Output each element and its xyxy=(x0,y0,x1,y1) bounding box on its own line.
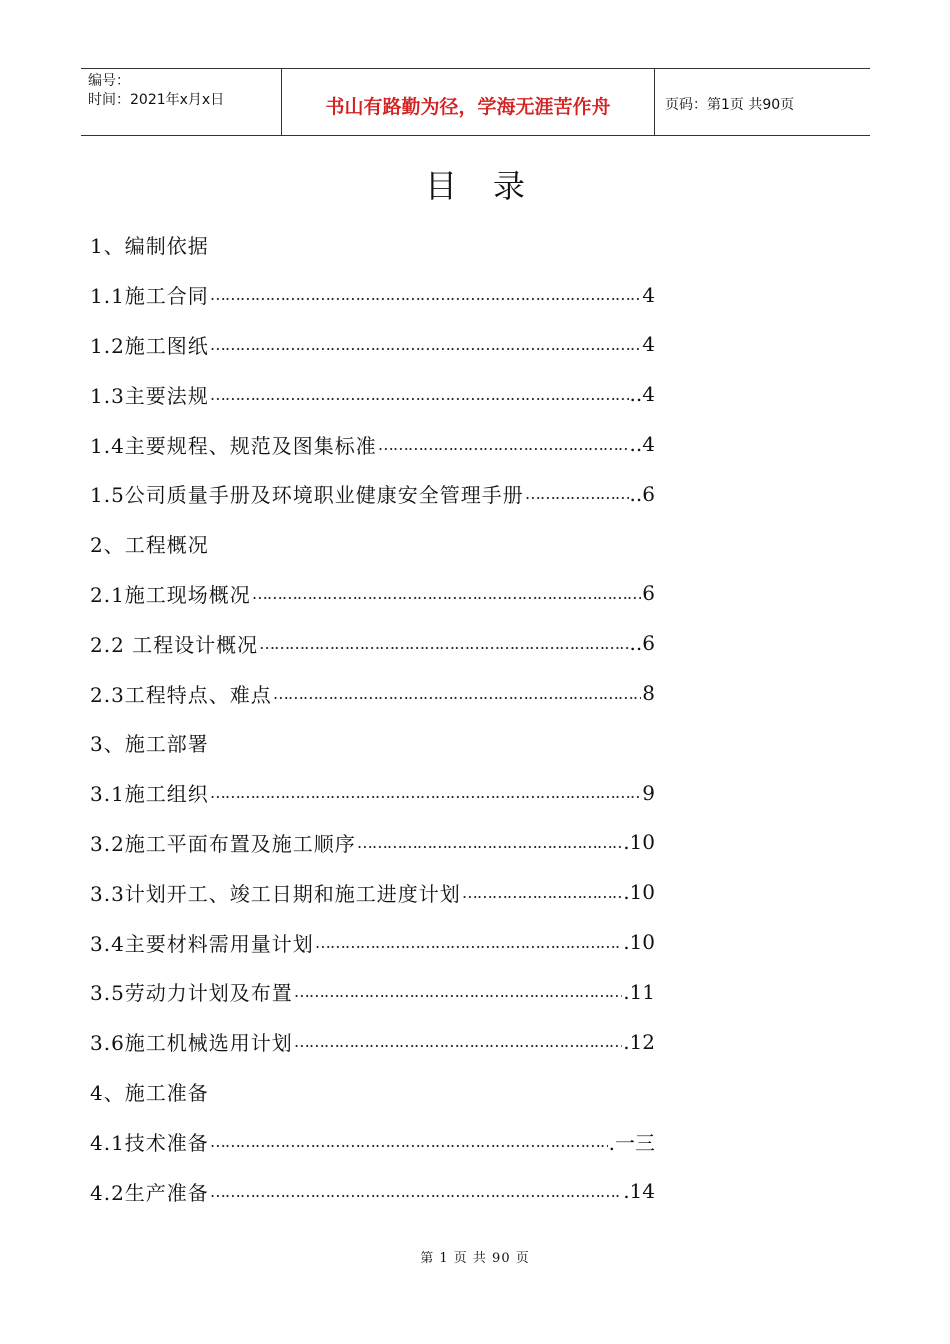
toc-entry[interactable] xyxy=(90,768,655,818)
toc-entry[interactable] xyxy=(90,220,655,270)
toc-entry[interactable] xyxy=(90,718,655,768)
toc-leader-dots xyxy=(294,1032,622,1051)
page-footer: 第 1 页 共 90 页 xyxy=(420,1251,530,1266)
toc-entry-page: ..4 xyxy=(629,432,655,457)
toc-entry-page: .10 xyxy=(623,880,655,905)
toc-entry-page: .12 xyxy=(623,1029,655,1054)
toc-entry[interactable] xyxy=(90,967,655,1017)
toc-entry-page: .10 xyxy=(623,830,655,855)
document-number-label: 编号： xyxy=(88,73,130,89)
toc-entry-page: .10 xyxy=(623,930,655,955)
toc-entry[interactable] xyxy=(90,320,655,370)
toc-leader-dots xyxy=(210,1182,622,1201)
toc-leader-dots xyxy=(210,285,641,304)
toc-entry[interactable] xyxy=(90,867,655,917)
toc-leader-dots xyxy=(210,335,641,354)
toc-entry-page: .11 xyxy=(623,979,655,1004)
toc-entry-label: 4.1技术准备 xyxy=(90,1130,209,1155)
header-motto: 书山有路勤为径，学海无涯苦作舟 xyxy=(282,69,655,135)
toc-entry-label: 3.1施工组织 xyxy=(90,782,209,807)
toc-leader-dots xyxy=(378,435,629,454)
toc-entry-page: ..6 xyxy=(629,481,655,506)
toc-entry[interactable] xyxy=(90,519,655,569)
toc-entry-label: 1.5公司质量手册及环境职业健康安全管理手册 xyxy=(90,483,524,508)
toc-leader-dots xyxy=(294,982,622,1001)
toc-entry-label: 1.1施工合同 xyxy=(90,284,209,309)
toc-entry[interactable] xyxy=(90,917,655,967)
toc-entry-label: 4.2生产准备 xyxy=(90,1180,209,1205)
toc-entry-label: 3.6施工机械选用计划 xyxy=(90,1031,293,1056)
toc-leader-dots xyxy=(210,1132,608,1151)
toc-entry[interactable] xyxy=(90,569,655,619)
toc-entry-page: .一三 xyxy=(608,1130,655,1155)
toc-entry[interactable] xyxy=(90,1067,655,1117)
toc-entry-page: 4 xyxy=(642,282,655,307)
toc-entry[interactable] xyxy=(90,1166,655,1216)
toc-entry[interactable] xyxy=(90,618,655,668)
table-of-contents xyxy=(90,220,655,1216)
toc-entry-page: 8 xyxy=(642,681,655,706)
toc-entry-page: ..6 xyxy=(629,631,655,656)
toc-entry[interactable] xyxy=(90,818,655,868)
page-header xyxy=(81,68,870,136)
toc-leader-dots xyxy=(525,484,629,503)
page-title: 目录 xyxy=(424,167,561,205)
toc-entry-label: 3.3计划开工、竣工日期和施工进度计划 xyxy=(90,881,461,906)
toc-entry-page: ..4 xyxy=(629,382,655,407)
toc-entry-page: 4 xyxy=(642,332,655,357)
toc-entry-label: 3.5劳动力计划及布置 xyxy=(90,981,293,1006)
toc-entry[interactable] xyxy=(90,469,655,519)
toc-entry-label: 2、工程概况 xyxy=(90,533,209,558)
toc-entry[interactable] xyxy=(90,369,655,419)
toc-entry-label: 4、施工准备 xyxy=(90,1080,209,1105)
toc-leader-dots xyxy=(273,684,641,703)
toc-entry[interactable] xyxy=(90,1017,655,1067)
toc-entry-label: 1.3主要法规 xyxy=(90,383,209,408)
toc-entry-page: .14 xyxy=(623,1179,655,1204)
toc-leader-dots xyxy=(259,634,628,653)
toc-entry-label: 3、施工部署 xyxy=(90,732,209,757)
header-meta xyxy=(81,69,282,135)
toc-entry-label: 2.3工程特点、难点 xyxy=(90,682,272,707)
toc-entry[interactable] xyxy=(90,419,655,469)
toc-entry[interactable] xyxy=(90,1116,655,1166)
header-page-info: 页码：第1页 共90页 xyxy=(665,97,795,113)
toc-entry[interactable] xyxy=(90,668,655,718)
document-date-label: 时间：2021年x月x日 xyxy=(88,92,225,108)
toc-entry-label: 1.2施工图纸 xyxy=(90,333,209,358)
toc-entry-label: 2.1施工现场概况 xyxy=(90,582,251,607)
toc-leader-dots xyxy=(357,833,622,852)
toc-entry-page: 9 xyxy=(642,780,655,805)
toc-entry[interactable] xyxy=(90,270,655,320)
toc-entry-label: 2.2 工程设计概况 xyxy=(90,632,259,657)
toc-leader-dots xyxy=(252,584,641,603)
toc-entry-page: 6 xyxy=(642,581,655,606)
toc-leader-dots xyxy=(210,385,629,404)
toc-entry-label: 3.2施工平面布置及施工顺序 xyxy=(90,831,356,856)
toc-entry-label: 3.4主要材料需用量计划 xyxy=(90,931,314,956)
toc-leader-dots xyxy=(462,883,622,902)
toc-leader-dots xyxy=(210,783,641,802)
toc-leader-dots xyxy=(315,933,622,952)
toc-entry-label: 1.4主要规程、规范及图集标准 xyxy=(90,433,377,458)
toc-entry-label: 1、编制依据 xyxy=(90,234,209,259)
